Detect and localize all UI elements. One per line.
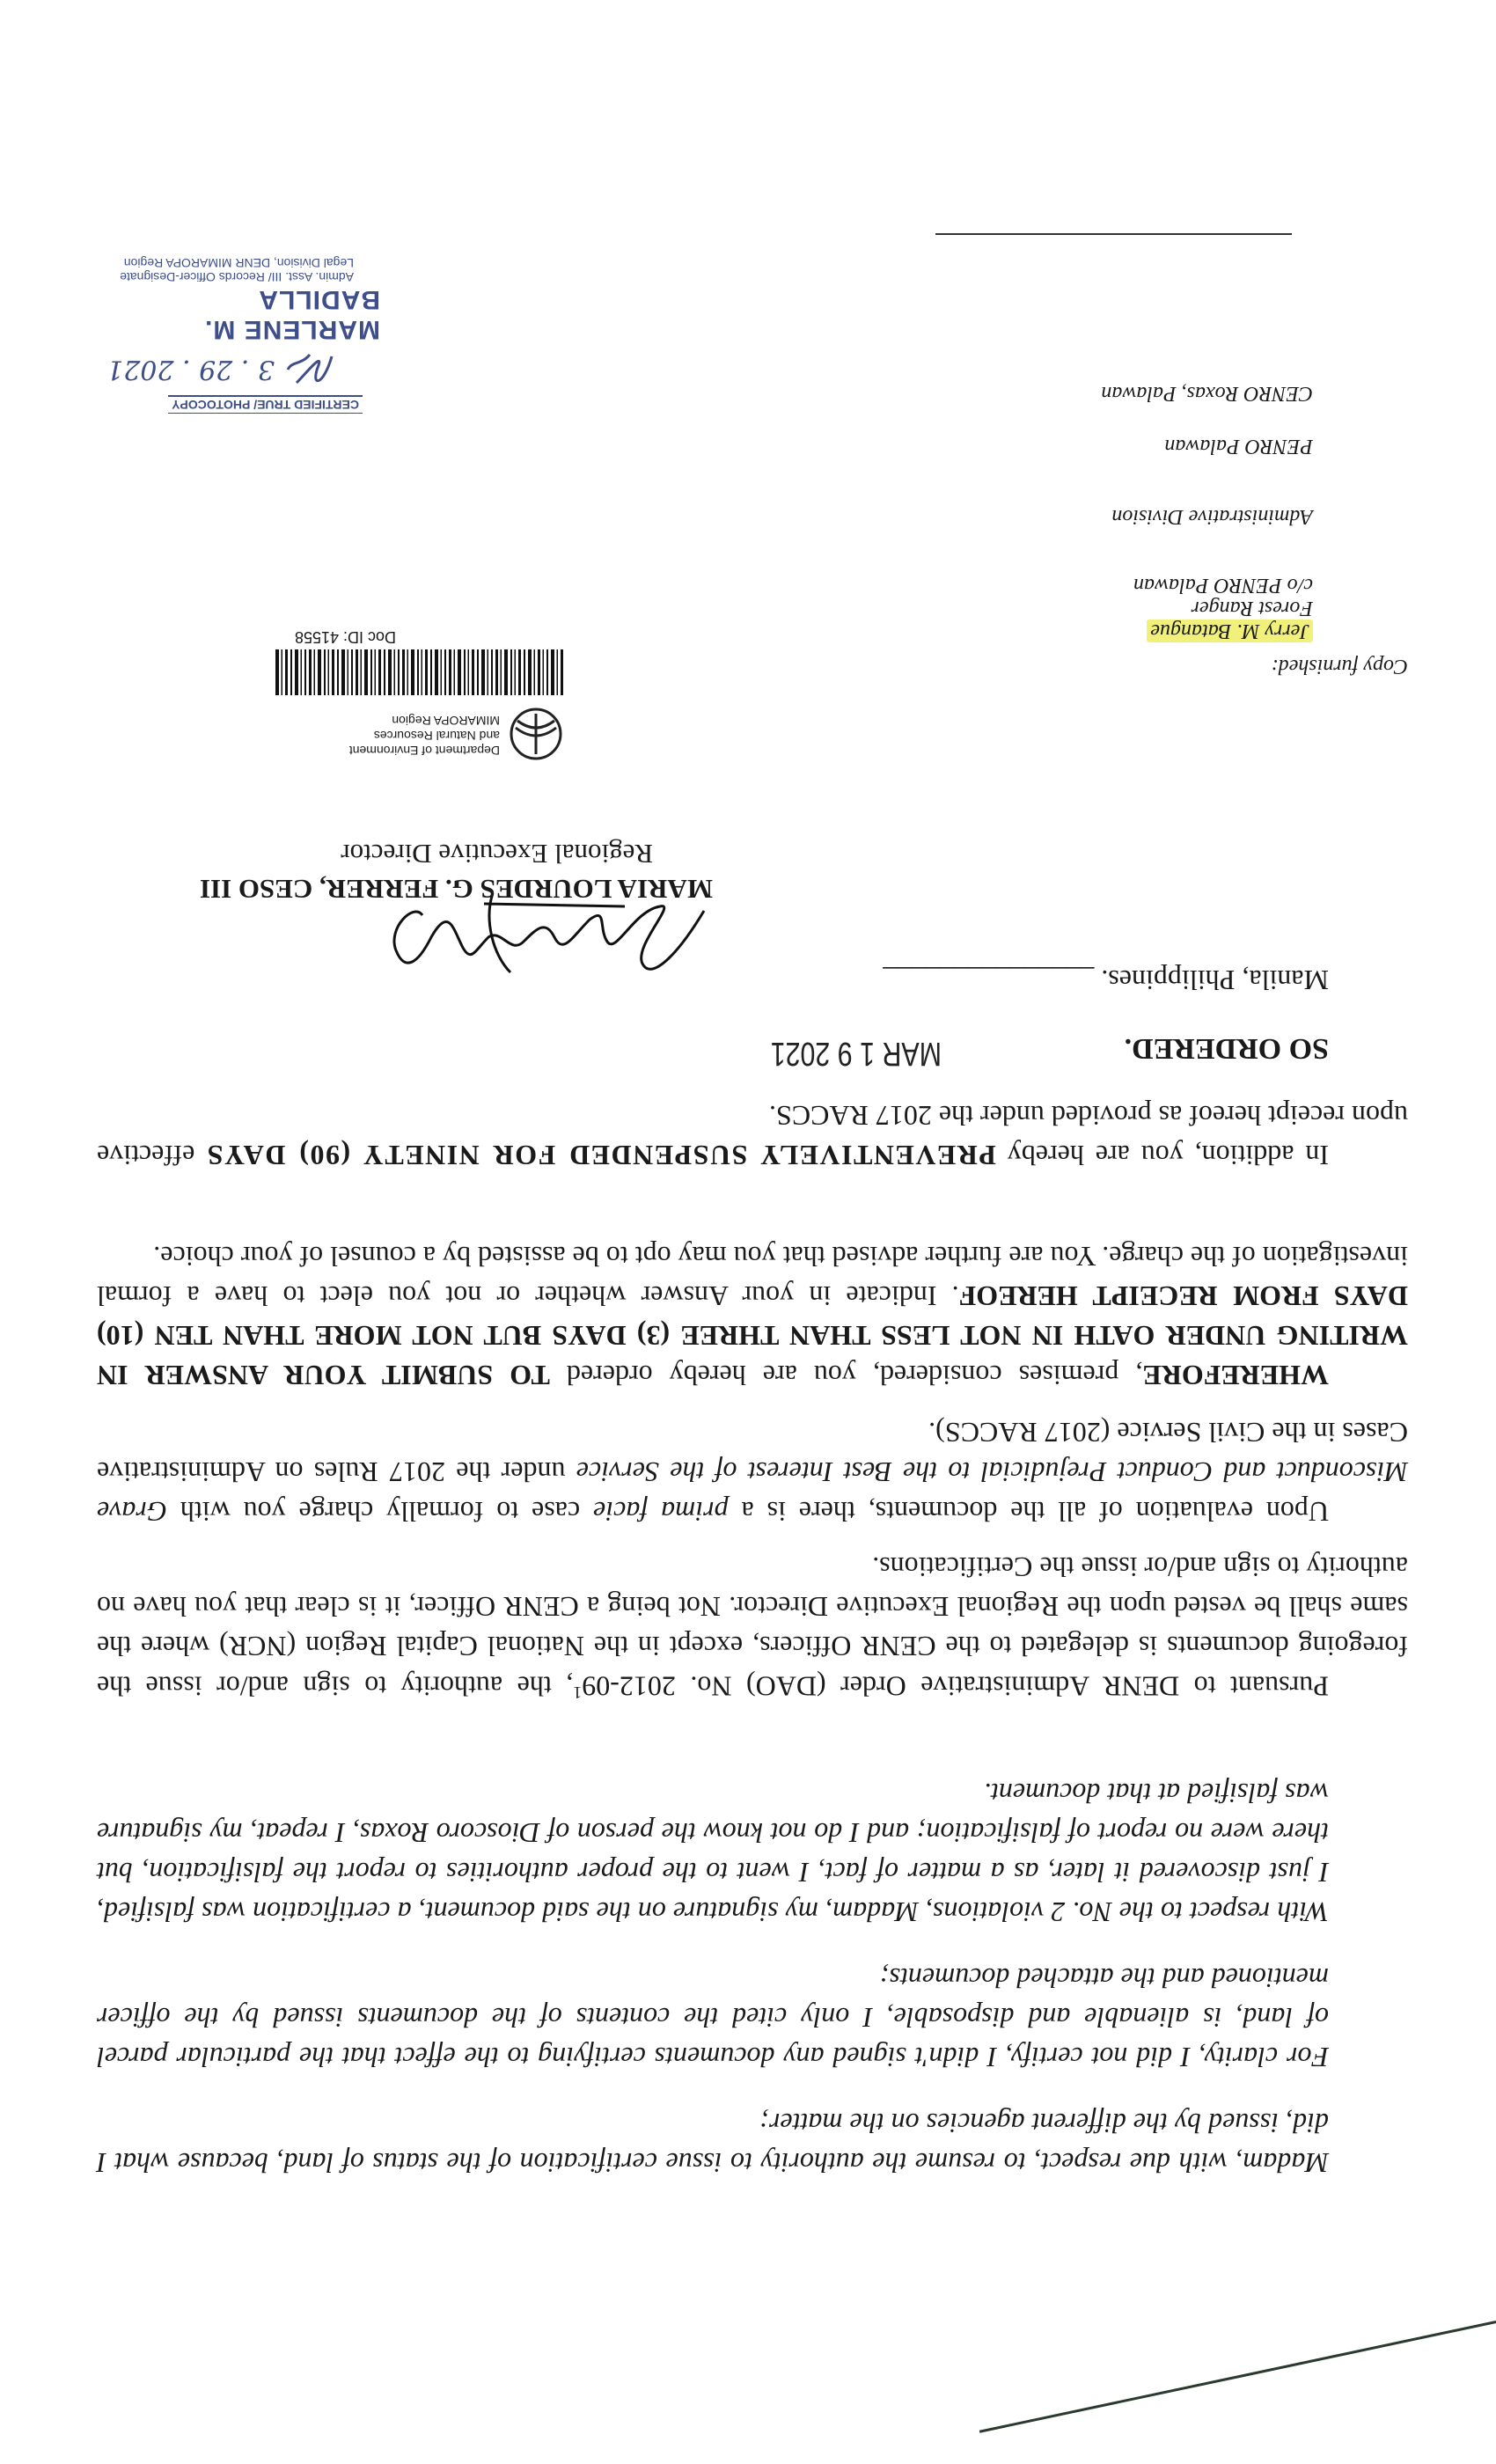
copy-line-penro-palawan: PENRO Palawan — [1164, 435, 1313, 458]
eval-text-b: case to formally charge you with — [166, 1496, 594, 1528]
pen-stroke-top — [979, 2321, 1496, 2433]
copy-line-admin-division: Administrative Division — [1111, 505, 1313, 528]
certified-stamp-title: CERTIFIED TRUE/ PHOTOCOPY — [168, 395, 363, 414]
denr-logo-line1: Department of Environment — [348, 744, 500, 758]
wherefore-paragraph — [97, 1236, 1408, 1395]
date-stamp: MAR 1 9 2021 — [770, 1035, 942, 1072]
stamp-officer-position: Admin. Asst. III/ Records Officer-Designate — [120, 270, 354, 284]
stamp-initials-scribble — [283, 348, 336, 392]
stamp-handwritten-date: 3 . 29 . 2021 — [106, 354, 275, 385]
wherefore-text-a: , premises considered, you are hereby ordered — [549, 1360, 1143, 1391]
wherefore-text-b: . Indicate in your Answer whether or not you elect to have a formal investigation of the charge. You are further advised that you may opt to be assisted by a counsel of your choice. — [96, 1241, 1408, 1312]
dao-text-a: Pursuant to DENR Administrative Order (DAO) No. 2012-09 — [582, 1670, 1329, 1703]
bottom-rule — [935, 233, 1292, 235]
addition-text-a: In addition, you are hereby — [995, 1140, 1329, 1171]
addition-text-b: effective upon receipt hereof as provided under the 2017 RACCS. — [96, 1100, 1408, 1171]
barcode — [273, 649, 563, 695]
wherefore-bold: WHEREFORE — [1142, 1360, 1329, 1391]
certified-copy-stamp — [99, 256, 380, 414]
eval-text-c: under the 2017 Rules on Administrative Cases in the Civil Service (2017 RACCS). — [96, 1417, 1408, 1488]
denr-logo-line2: and Natural Resources — [373, 729, 500, 743]
dao-footnote-ref: 1 — [573, 1683, 583, 1702]
denr-logo-line3: MIMAROPA Region — [392, 714, 500, 728]
suspension-paragraph — [97, 1096, 1408, 1175]
copy-line-penro-co: c/o PENRO Palawan — [1133, 574, 1313, 597]
eval-prima-facie: prima facie — [593, 1496, 729, 1528]
copy-line-cenro-roxas: CENRO Roxas, Palawan — [1101, 382, 1313, 405]
denr-logo-icon — [509, 707, 563, 761]
signatory-name: MARIA LOURDES G. FERRER, CESO III — [199, 874, 713, 905]
quote-paragraph-1: Madam, with due respect, to resume the authority to issue certification of the status of land, because what I did, issued by the different agencies on the matter; — [97, 2108, 1329, 2179]
evaluation-paragraph — [97, 1412, 1408, 1531]
suspension-bold: PREVENTIVELY SUSPENDED FOR NINETY (90) DAYS — [206, 1140, 996, 1171]
quote-paragraph-3: With respect to the No. 2 violations, Madam, my signature on the said document, a certification was falsified, I just discovered it later, as a matter of fact, I went to the proper authorities to report the falsification, but there were no report of falsification; and I do not know the person of Dioscoro Roxas, I repeat, my signature was falsified at that document. — [97, 1778, 1329, 1928]
copy-line-forest-ranger: Forest Ranger — [1191, 597, 1313, 620]
place-line: Manila, Philippines. _______________ — [883, 964, 1329, 996]
signatory-title: Regional Executive Director — [341, 839, 653, 869]
copy-recipient-name-text: Jerry M. Batangue — [1147, 620, 1313, 642]
copy-furnished-heading: Copy furnished: — [1271, 655, 1408, 678]
dao-text-b: , the authority to sign and/or issue the foregoing documents is delegated to the CENR Officers, except in the National Capital Region (NCR) where the same shall be vested upon the Regional Executive Director. Not being a CENR Officer, it is clear that you have no authority to sign and/or issue the Certifications. — [96, 1551, 1408, 1703]
copy-recipient-name — [1147, 619, 1313, 642]
stamp-officer-office: Legal Division, DENR MIMAROPA Region — [123, 256, 354, 270]
eval-charges: Grave Misconduct and Conduct Prejudicial to the Best Interest of the Service — [97, 1456, 1408, 1528]
dao-paragraph — [97, 1547, 1408, 1712]
so-ordered: SO ORDERED. — [1124, 1032, 1329, 1065]
wherefore-order-bold: TO SUBMIT YOUR ANSWER IN WRITING UNDER OATH IN NOT LESS THAN THREE (3) DAYS BUT NOT MORE THAN TEN (10) DAYS FROM RECEIPT HEREOF — [96, 1280, 1408, 1391]
stamp-officer-name: MARLENE M. BADILLA — [204, 285, 380, 344]
quote-paragraph-2: For clarity, I did not certify, I didn't signed any documents certifying to the effect that the particular parcel of land, is alienable and disposable, I only cited the contents of the documents issued by the officer mentioned and the attached documents; — [97, 1962, 1329, 2073]
doc-id: Doc ID: 41558 — [294, 628, 396, 646]
eval-text-a: Upon evaluation of all the documents, there is a — [728, 1496, 1329, 1528]
